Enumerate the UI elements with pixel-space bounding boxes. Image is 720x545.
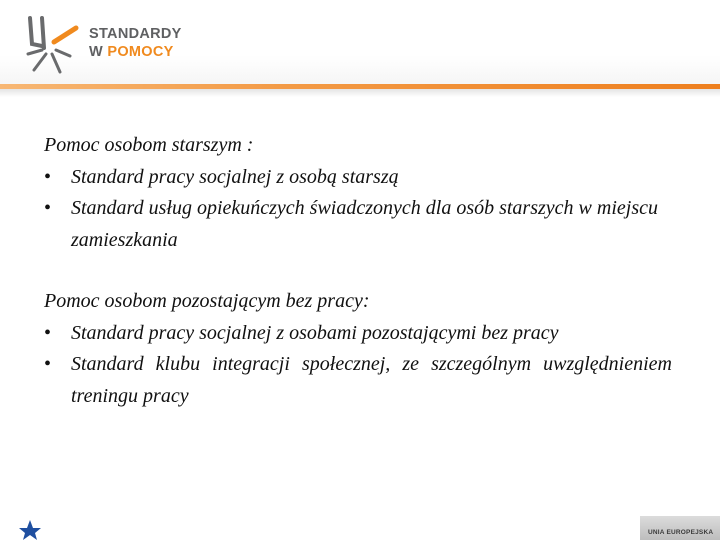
logo-text-standardy: STANDARDY (89, 26, 182, 42)
bullet-icon: • (44, 353, 52, 375)
slide-body (44, 130, 672, 412)
section-heading-seniors: Pomoc osobom starszym : (44, 134, 254, 156)
footer-eu-badge (640, 516, 720, 540)
list-item (44, 162, 672, 194)
list-item (44, 318, 672, 350)
list-item (44, 193, 672, 256)
logo-text-w-pomocy (89, 44, 174, 60)
logo-mark-icon (20, 14, 86, 76)
section-heading-unemployed: Pomoc osobom pozostającym bez pracy: (44, 290, 370, 312)
list-item-text: Standard pracy socjalnej z osobami pozostającymi bez pracy (71, 321, 559, 344)
star-icon (0, 516, 60, 540)
footer-left-logo (0, 516, 220, 540)
logo-text-pomocy: POMOCY (107, 44, 174, 60)
bullet-icon: • (44, 197, 52, 219)
bullet-icon: • (44, 321, 52, 344)
header-stripe-shadow (0, 89, 720, 97)
eu-label: UNIA EUROPEJSKA (648, 529, 714, 536)
list-item (44, 349, 672, 412)
list-item-text: Standard pracy socjalnej z osobą starszą (71, 165, 399, 188)
list-item-text: Standard usług opiekuńczych świadczonych dla osób starszych w miejscu zamieszkania (71, 197, 658, 251)
logo-text-w: W (89, 44, 103, 60)
bullet-icon: • (44, 165, 52, 188)
list-item-text: Standard klubu integracji społecznej, ze szczególnym uwzględnieniem treningu pracy (71, 353, 672, 407)
standardy-w-pomocy-logo (20, 14, 200, 76)
slide-header (0, 0, 720, 92)
